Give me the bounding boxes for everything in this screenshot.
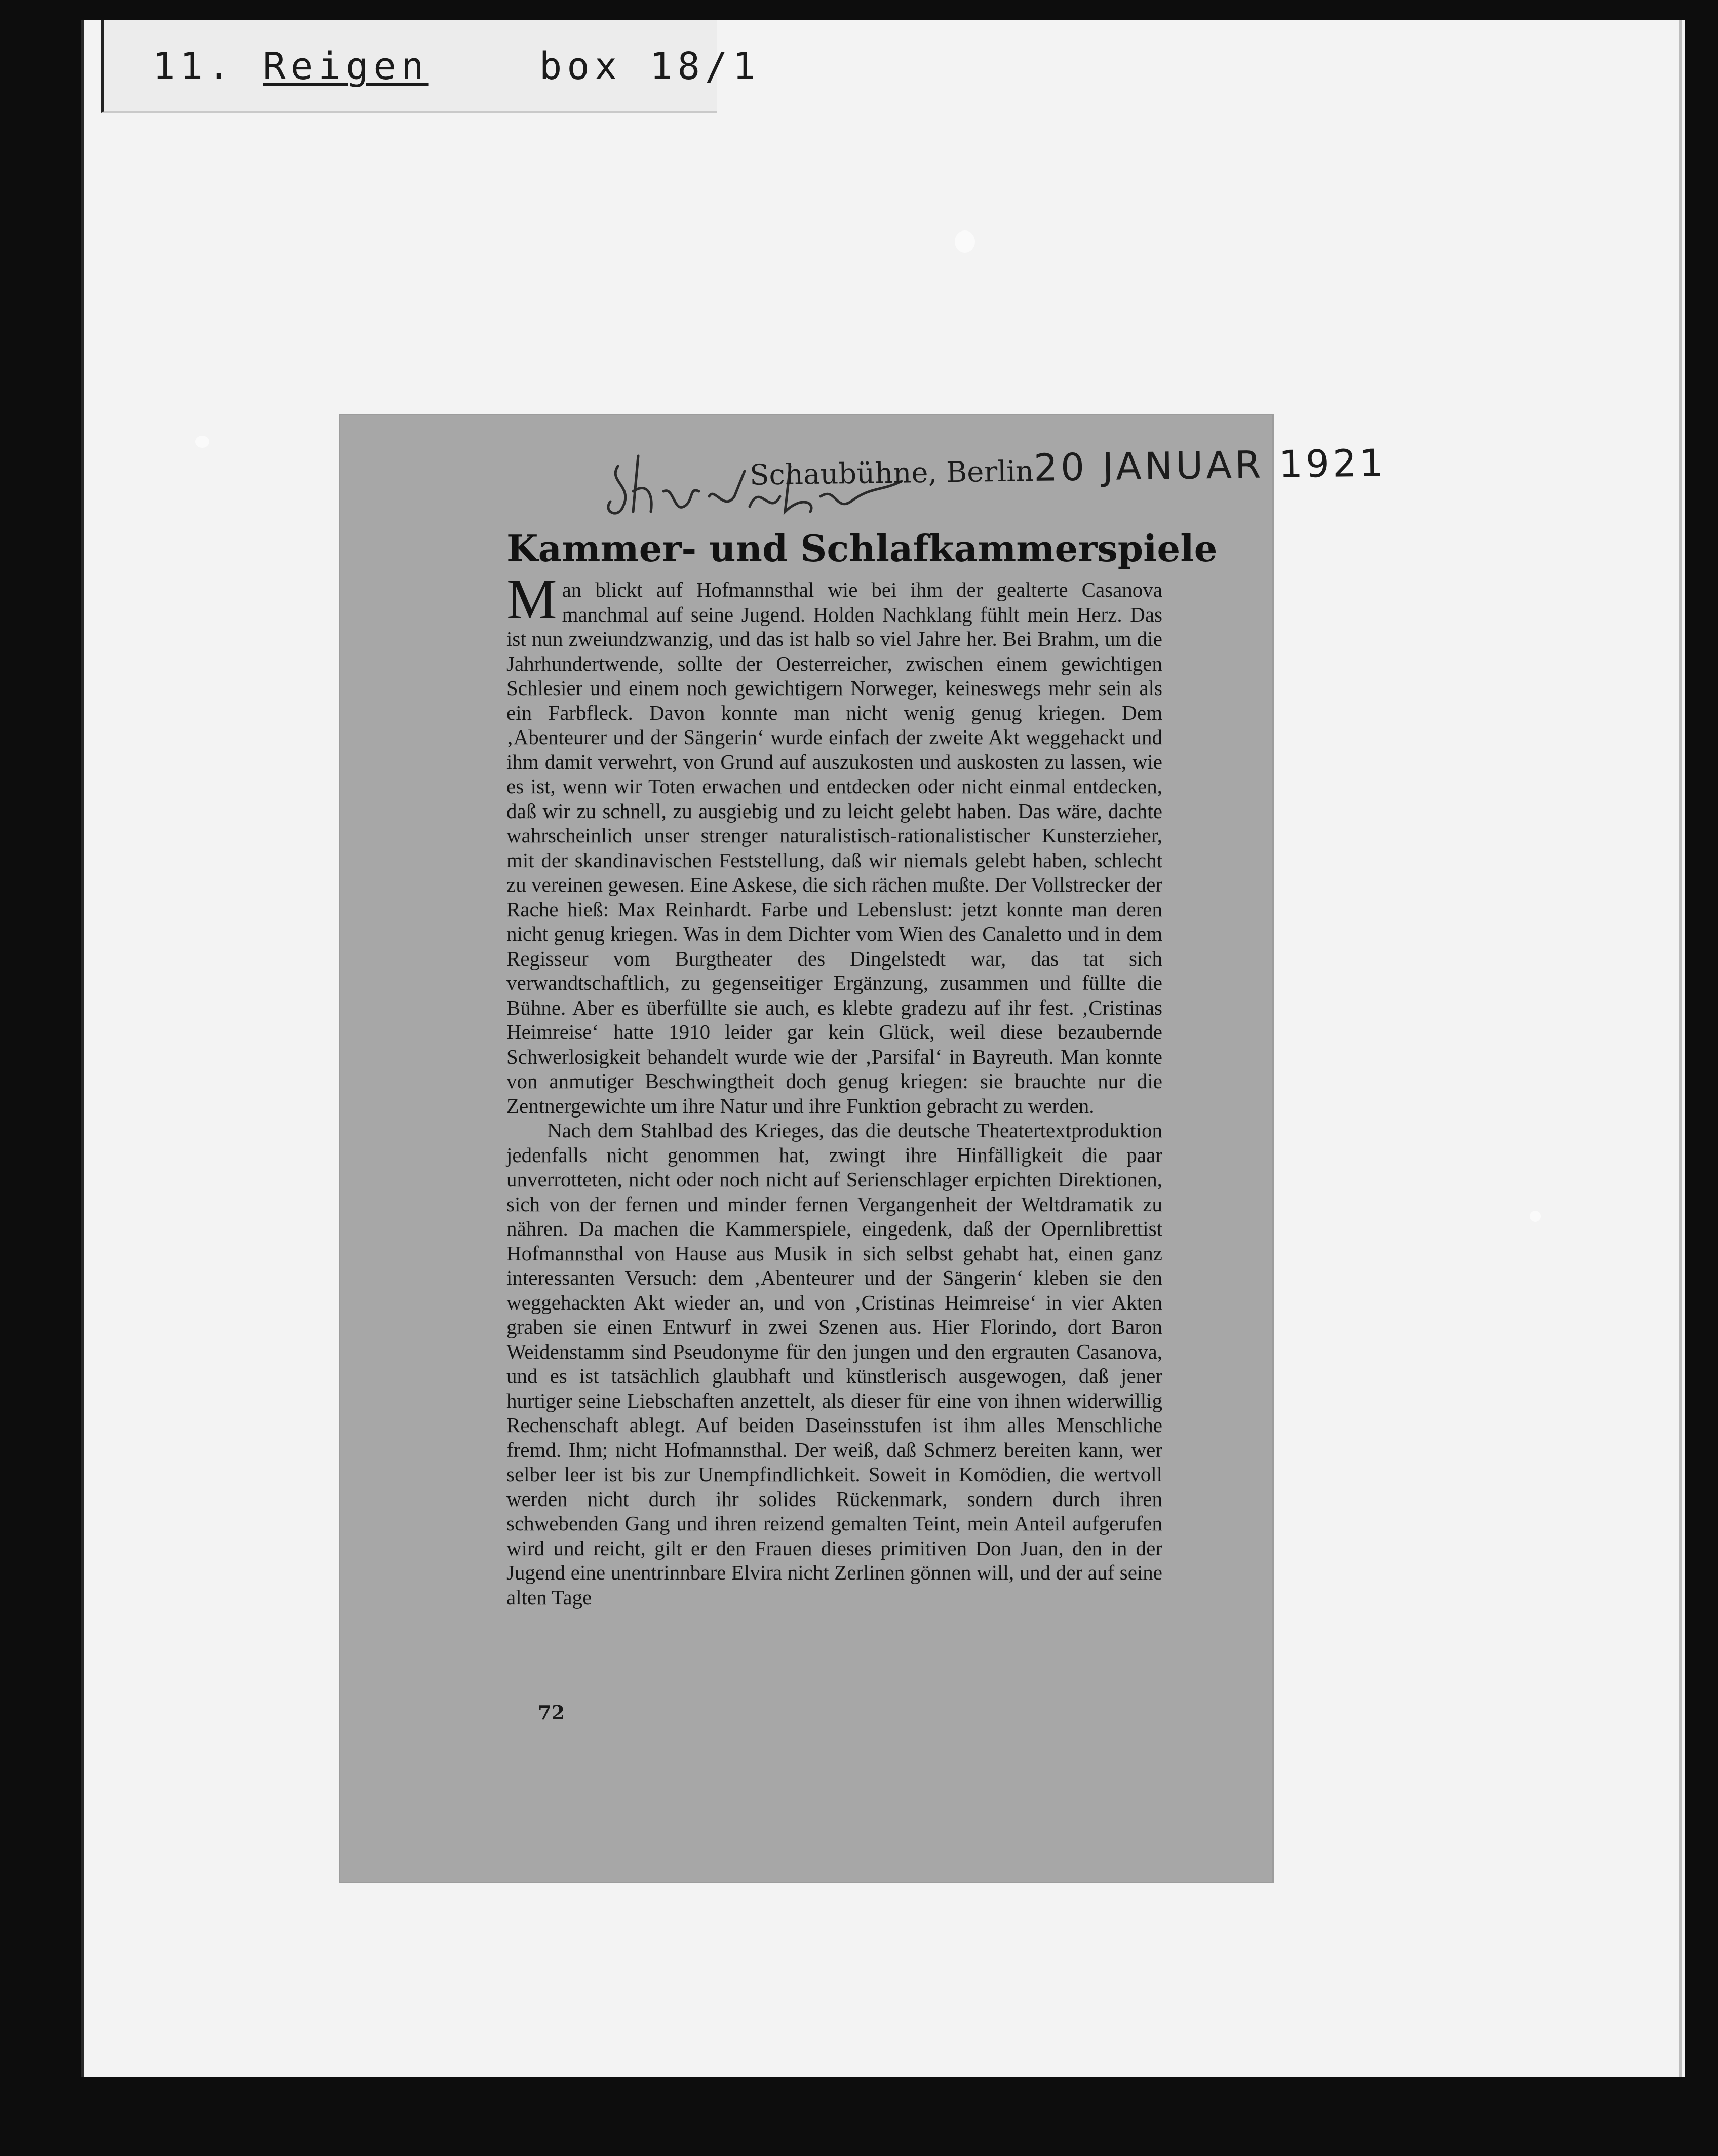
- archive-label: [101, 20, 761, 113]
- dust-speck: [955, 230, 975, 253]
- stamp-date: 20 JANUAR 1921: [1033, 441, 1387, 490]
- label-box: box 18/1: [539, 45, 761, 88]
- paragraph-1-text: an blickt auf Hofmannsthal wie bei ihm der gealterte Casanova manchmal auf seine Jugend. Holden Nachklang fühlt mein Herz. Das ist nun zweiundzwanzig, und das ist halb so viel Jahre her. Bei Brahm, um die Jahrhundertwende, sollte der Oesterreicher, zwischen einem gewichtigen Schlesier und einem noch gewichtigern Norweger, keineswegs mehr sein als ein Farbfleck. Davon konnte man nicht wenig genug kriegen. Dem ‚Abenteurer und der Sängerin‘ wurde einfach der zweite Akt weggehackt und ihm damit verwehrt, von Grund auf auszukosten und auskosten zu lassen, wie es ist, wenn wir Toten erwachen und entdecken oder nicht einmal entdecken, daß wir zu schnell, zu ausgiebig und zu leicht gelebt haben. Das wäre, dachte wahrscheinlich unser strenger naturalistisch-rationalistischer Kunsterzieher, mit der skandinavischen Feststellung, daß wir niemals gelebt haben, schlecht zu vereinen gewesen. Eine Askese, die sich rächen mußte. Der Vollstrecker der Rache hieß: Max Reinhardt. Farbe und Lebenslust: jetzt konnte man deren nicht genug kriegen. Was in dem Dichter vom Wien des Canaletto und in dem Regisseur vom Burgtheater des Dingelstedt war, das tat sich verwandtschaftlich, zu gegenseitiger Ergänzung, zusammen und füllte die Bühne. Aber es überfüllte sie auch, es klebte gradezu auf ihr fest. ‚Cristinas Heimreise‘ hatte 1910 leider gar kein Glück, weil diese bezaubernde Schwerlosigkeit behandelt wurde wie der ‚Parsifal‘ in Bayreuth. Man konnte von anmutiger Beschwingtheit doch genug kriegen: sie brauchte nur die Zentnergewichte um ihre Natur und ihre Funktion gebracht zu werden.: [506, 578, 1162, 1118]
- stamp-source: Schaubühne, Berlin: [749, 454, 1034, 492]
- article-title: Kammer- und Schlafkammerspiele: [506, 527, 1218, 570]
- label-title: Reigen: [263, 45, 429, 88]
- article-paragraph-1: [506, 568, 1162, 1118]
- article-body: [506, 568, 1162, 1609]
- article-paragraph-2: Nach dem Stahlbad des Krieges, das die deutsche Theatertextproduktion jedenfalls nicht genommen hat, zwingt ihre Hinfälligkeit die paar unverrotteten, nicht oder noch nicht auf Serienschlager erpichten Direktionen, sich von der fernen und minder fernen Vergangenheit der Weltdramatik zu nähren. Da machen die Kammerspiele, eingedenk, daß der Opernlibrettist Hofmannsthal von Hause aus Musik in sich selbst gehabt hat, einen ganz interessanten Versuch: dem ‚Abenteurer und der Sängerin‘ kleben sie den weggehackten Akt wieder an, und von ‚Cristinas Heimreise‘ in vier Akten graben sie einen Entwurf in zwei Szenen aus. Hier Florindo, dort Baron Weidenstamm sind Pseudonyme für den jungen und den ergrauten Casanova, und es ist tatsächlich glaubhaft und künstlerisch ausgewogen, daß jener hurtiger seine Liebschaften anzettelt, als dieser für eine von ihnen widerwillig Rechenschaft ablegt. Auf beiden Daseinsstufen ist ihm alles Menschliche fremd. Ihm; nicht Hofmannsthal. Der weiß, daß Schmerz bereiten kann, wer selber leer ist bis zur Unempfindlichkeit. Soweit in Komödien, die wertvoll werden nicht durch ihr solides Rückenmark, sondern durch ihren schwebenden Gang und ihren reizend gemalten Teint, mein Anteil aufgerufen wird und reicht, gilt er den Frauen dieses primitiven Don Juan, den in der Jugend eine unentrinnbare Elvira nicht Zerlinen gönnen will, und der auf seine alten Tage: [506, 1119, 1162, 1609]
- dust-speck: [195, 436, 209, 448]
- dust-speck: [1530, 1211, 1541, 1222]
- sheet-edge: [1679, 20, 1682, 2077]
- archive-label-text: [152, 45, 760, 88]
- drop-cap: M: [506, 568, 557, 631]
- page-number: 72: [538, 1701, 565, 1724]
- date-stamp: [749, 441, 1386, 494]
- label-number: 11.: [152, 45, 236, 88]
